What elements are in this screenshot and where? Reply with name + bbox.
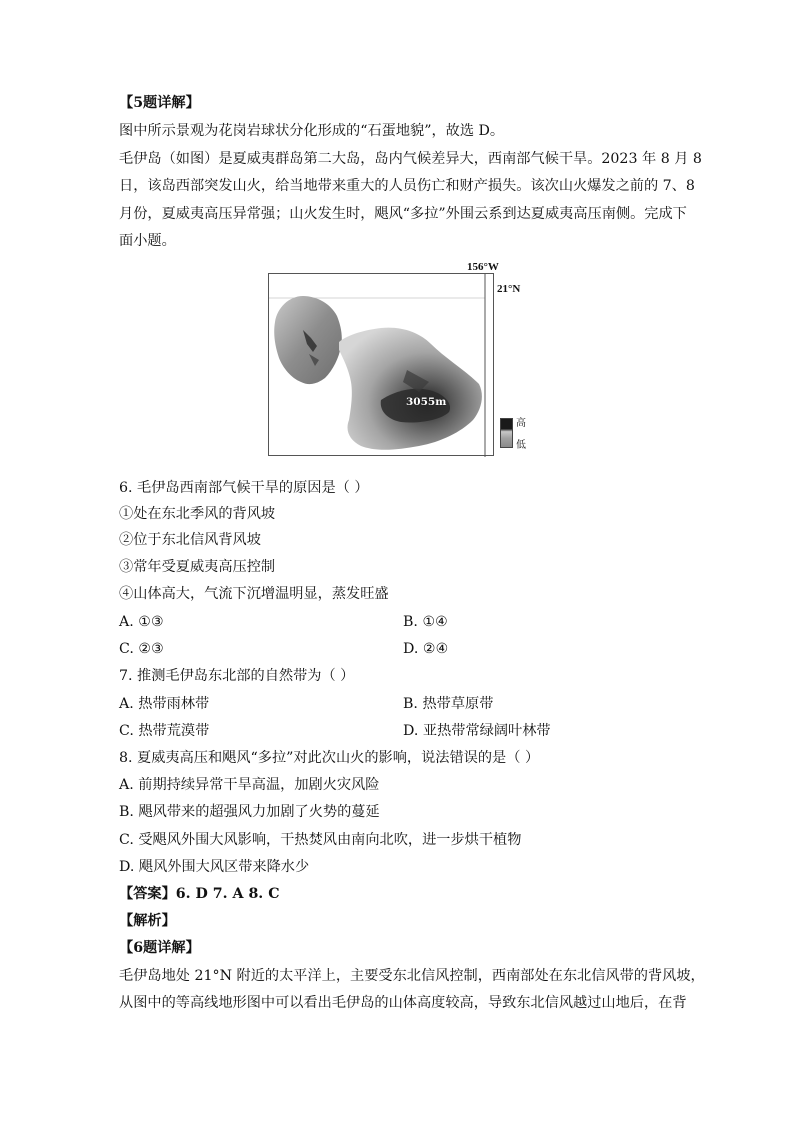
stem-line-2: 日，该岛西部突发山火，给当地带来重大的人员伤亡和财产损失。该次山火爆发之前的 7、8	[119, 178, 695, 194]
elevation-legend	[500, 418, 513, 448]
section5-explanation: 图中所示景观为花岗岩球状分化形成的“石蛋地貌”，故选 D。	[119, 123, 505, 139]
latitude-label: 21°N	[497, 283, 521, 295]
q8-stem: 8. 夏威夷高压和飓风“多拉”对此次山火的影响，说法错误的是（ ）	[119, 750, 540, 766]
section5-heading: 【5题详解】	[119, 95, 200, 111]
q6-option-a: A. ①③	[119, 614, 164, 630]
q6-stem: 6. 毛伊岛西南部气候干旱的原因是（ ）	[119, 480, 369, 496]
legend-low-label: 低	[516, 440, 526, 451]
q7-option-d: D. 亚热带常绿阔叶林带	[403, 723, 551, 739]
q6-statement-1: ①处在东北季风的背风坡	[119, 506, 276, 522]
q7-option-c: C. 热带荒漠带	[119, 723, 210, 739]
q6-statement-3: ③常年受夏威夷高压控制	[119, 559, 276, 575]
analysis-line-2: 从图中的等高线地形图中可以看出毛伊岛的山体高度较高，导致东北信风越过山地后，在背	[119, 995, 687, 1011]
peak-elevation-label: 3055m	[406, 396, 447, 408]
stem-line-3: 月份，夏威夷高压异常强；山火发生时，飓风“多拉”外围云系到达夏威夷高压南侧。完成下	[119, 206, 687, 222]
map-graphic	[269, 274, 495, 457]
q7-option-a: A. 热带雨林带	[119, 696, 210, 712]
stem-line-1: 毛伊岛（如图）是夏威夷群岛第二大岛，岛内气候差异大，西南部气候干旱。2023 年 8 月 8	[119, 151, 702, 167]
answer-line: 【答案】6. D 7. A 8. C	[119, 886, 280, 902]
legend-high-label: 高	[516, 418, 526, 429]
q6-option-b: B. ①④	[403, 614, 448, 630]
analysis-heading: 【解析】	[119, 913, 176, 929]
q7-option-b: B. 热带草原带	[403, 696, 494, 712]
analysis-line-1: 毛伊岛地处 21°N 附近的太平洋上，主要受东北信风控制，西南部处在东北信风带的背风坡，	[119, 968, 705, 984]
q6-option-d: D. ②④	[403, 641, 449, 657]
east-maui-landmass	[339, 328, 482, 450]
longitude-label: 156°W	[467, 261, 499, 273]
section6-heading: 【6题详解】	[119, 940, 200, 956]
q6-statement-4: ④山体高大，气流下沉增温明显，蒸发旺盛	[119, 586, 389, 602]
q8-option-d: D. 飓风外围大风区带来降水少	[119, 859, 310, 875]
q6-option-c: C. ②③	[119, 641, 164, 657]
q8-option-b: B. 飓风带来的超强风力加剧了火势的蔓延	[119, 804, 380, 820]
maui-terrain-map	[268, 273, 494, 456]
q8-option-c: C. 受飓风外围大风影响，干热焚风由南向北吹，进一步烘干植物	[119, 832, 522, 848]
q8-option-a: A. 前期持续异常干旱高温，加剧火灾风险	[119, 777, 380, 793]
stem-line-4: 面小题。	[119, 233, 176, 249]
q6-statement-2: ②位于东北信风背风坡	[119, 532, 261, 548]
q7-stem: 7. 推测毛伊岛东北部的自然带为（ ）	[119, 668, 355, 684]
